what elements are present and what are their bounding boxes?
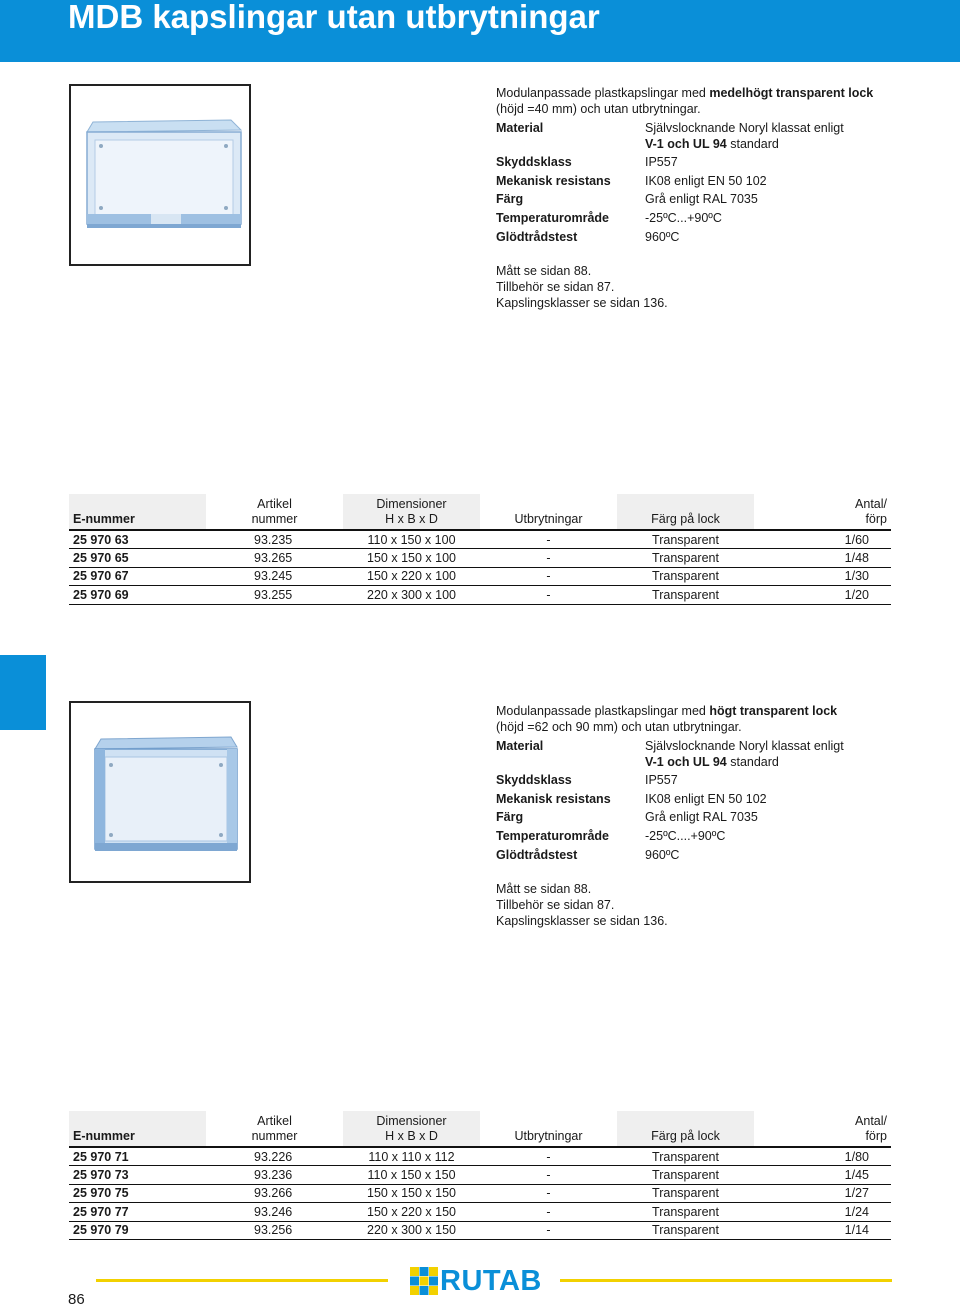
spec-farg <box>496 191 916 207</box>
spec-value-tail: standard <box>726 136 779 151</box>
intro-lead: Modulanpassade plastkapslingar med <box>496 704 710 718</box>
cell-artikel: 93.226 <box>206 1147 343 1166</box>
col-artikel <box>206 494 343 530</box>
page-header <box>0 0 960 62</box>
page-references <box>496 263 916 311</box>
intro-tail: (höjd =40 mm) och utan utbrytningar. <box>496 102 701 116</box>
table-row <box>69 1147 891 1166</box>
product-table-1 <box>69 494 891 605</box>
footer-rule-left <box>96 1279 388 1282</box>
cell-antal: 1/30 <box>754 567 891 586</box>
spec-value-bold: V-1 och UL 94 <box>645 754 727 769</box>
spec-value: -25ºC...+90ºC <box>645 210 722 225</box>
footer-rule-right <box>560 1279 892 1282</box>
cell-dimension: 150 x 150 x 150 <box>343 1184 480 1203</box>
table-row <box>69 1166 891 1185</box>
cell-enummer: 25 970 79 <box>69 1221 206 1240</box>
cell-utbrytningar: - <box>480 567 617 586</box>
cell-artikel: 93.265 <box>206 549 343 568</box>
table-row <box>69 1203 891 1222</box>
col-utbrytningar: Utbrytningar <box>514 512 583 526</box>
ref-tillbehor: Tillbehör se sidan 87. <box>496 897 615 912</box>
cell-utbrytningar: - <box>480 586 617 605</box>
ref-matt: Mått se sidan 88. <box>496 263 592 278</box>
cell-artikel: 93.255 <box>206 586 343 605</box>
rutab-logo <box>410 1266 550 1296</box>
cell-antal: 1/80 <box>754 1147 891 1166</box>
cell-dimension: 220 x 300 x 100 <box>343 586 480 605</box>
spec-label: Skyddsklass <box>496 155 572 170</box>
cell-enummer: 25 970 73 <box>69 1166 206 1185</box>
rutab-logo-text: RUTAB <box>440 1265 542 1297</box>
cell-dimension: 150 x 220 x 150 <box>343 1203 480 1222</box>
col-antal-line1: Antal/ <box>855 497 887 511</box>
col-antal-line2: förp <box>865 1129 887 1143</box>
cell-antal: 1/45 <box>754 1166 891 1185</box>
cell-dimension: 150 x 150 x 100 <box>343 549 480 568</box>
cell-artikel: 93.235 <box>206 530 343 549</box>
cell-artikel: 93.246 <box>206 1203 343 1222</box>
product-photo-enclosure-high-lid <box>69 701 251 883</box>
spec-value: IP557 <box>645 773 678 788</box>
cell-antal: 1/24 <box>754 1203 891 1222</box>
spec-value-bold: V-1 och UL 94 <box>645 136 727 151</box>
cell-enummer: 25 970 65 <box>69 549 206 568</box>
cell-farg: Transparent <box>617 530 754 549</box>
cell-utbrytningar: - <box>480 1147 617 1166</box>
col-dim-line1: Dimensioner <box>376 1114 447 1128</box>
cell-antal: 1/48 <box>754 549 891 568</box>
col-dim-line2: H x B x D <box>385 512 438 526</box>
col-artikel-line2: nummer <box>251 1129 298 1143</box>
col-antal-line2: förp <box>865 512 887 526</box>
cell-dimension: 110 x 110 x 112 <box>343 1147 480 1166</box>
cell-utbrytningar: - <box>480 1166 617 1185</box>
spec-value <box>645 120 916 152</box>
cell-enummer: 25 970 67 <box>69 567 206 586</box>
spec-temperatur <box>496 210 916 226</box>
spec-value-line: Självslocknande Noryl klassat enligt <box>645 738 844 753</box>
spec-label: Temperaturområde <box>496 828 609 843</box>
cell-farg: Transparent <box>617 1221 754 1240</box>
spec-label: Mekanisk resistans <box>496 791 611 806</box>
table-row <box>69 586 891 605</box>
table-header-row <box>69 494 891 530</box>
spec-skyddsklass <box>496 154 916 170</box>
table-row <box>69 530 891 549</box>
cell-dimension: 110 x 150 x 100 <box>343 530 480 549</box>
intro-tail: (höjd =62 och 90 mm) och utan utbrytningar. <box>496 720 742 734</box>
cell-dimension: 110 x 150 x 150 <box>343 1166 480 1185</box>
table-header-row <box>69 1111 891 1147</box>
page-title: MDB kapslingar utan utbrytningar <box>68 0 600 35</box>
spec-label: Skyddsklass <box>496 773 572 788</box>
cell-utbrytningar: - <box>480 549 617 568</box>
intro-bold: högt transparent lock <box>709 704 838 718</box>
cell-utbrytningar: - <box>480 1203 617 1222</box>
cell-farg: Transparent <box>617 1184 754 1203</box>
ref-kapslingsklasser: Kapslingsklasser se sidan 136. <box>496 295 668 310</box>
cell-farg: Transparent <box>617 1166 754 1185</box>
cell-farg: Transparent <box>617 1147 754 1166</box>
cell-enummer: 25 970 71 <box>69 1147 206 1166</box>
spec-value: Grå enligt RAL 7035 <box>645 192 758 207</box>
cell-antal: 1/60 <box>754 530 891 549</box>
spec-label: Glödtrådstest <box>496 229 578 244</box>
cell-farg: Transparent <box>617 1203 754 1222</box>
spec-mekanisk <box>496 791 916 807</box>
col-dimensioner <box>343 1111 480 1147</box>
cell-antal: 1/20 <box>754 586 891 605</box>
spec-value: 960ºC <box>645 229 680 244</box>
col-artikel-line2: nummer <box>251 512 298 526</box>
cell-utbrytningar: - <box>480 1221 617 1240</box>
table-row <box>69 1221 891 1240</box>
cell-utbrytningar: - <box>480 530 617 549</box>
spec-value-line: Självslocknande Noryl klassat enligt <box>645 120 844 135</box>
col-antal-line1: Antal/ <box>855 1114 887 1128</box>
cell-dimension: 150 x 220 x 100 <box>343 567 480 586</box>
col-enummer: E-nummer <box>69 1111 206 1147</box>
col-artikel <box>206 1111 343 1147</box>
col-artikel-line1: Artikel <box>257 1114 292 1128</box>
cell-artikel: 93.266 <box>206 1184 343 1203</box>
col-enummer: E-nummer <box>69 494 206 530</box>
cell-enummer: 25 970 77 <box>69 1203 206 1222</box>
intro-text <box>496 85 916 117</box>
spec-label: Mekanisk resistans <box>496 173 611 188</box>
table-row <box>69 567 891 586</box>
cell-antal: 1/27 <box>754 1184 891 1203</box>
cell-antal: 1/14 <box>754 1221 891 1240</box>
page-number: 86 <box>68 1291 85 1308</box>
spec-value: IK08 enligt EN 50 102 <box>645 173 767 188</box>
col-dim-line2: H x B x D <box>385 1129 438 1143</box>
spec-mekanisk <box>496 173 916 189</box>
cell-artikel: 93.245 <box>206 567 343 586</box>
cell-enummer: 25 970 63 <box>69 530 206 549</box>
product-photo-enclosure-medium-lid <box>69 84 251 266</box>
table-row <box>69 549 891 568</box>
product-description-1 <box>496 85 916 311</box>
spec-label: Material <box>496 738 544 753</box>
ref-matt: Mått se sidan 88. <box>496 881 592 896</box>
spec-label: Material <box>496 120 544 135</box>
ref-tillbehor: Tillbehör se sidan 87. <box>496 279 615 294</box>
page-references <box>496 881 916 929</box>
cell-artikel: 93.256 <box>206 1221 343 1240</box>
spec-label: Färg <box>496 810 524 825</box>
cell-utbrytningar: - <box>480 1184 617 1203</box>
col-antal <box>754 1111 891 1147</box>
spec-farg <box>496 809 916 825</box>
col-farg-pa-lock: Färg på lock <box>617 494 754 530</box>
ref-kapslingsklasser: Kapslingsklasser se sidan 136. <box>496 913 668 928</box>
intro-lead: Modulanpassade plastkapslingar med <box>496 86 710 100</box>
spec-value: Grå enligt RAL 7035 <box>645 810 758 825</box>
spec-glodtrad <box>496 229 916 245</box>
spec-value <box>645 738 916 770</box>
col-farg-pa-lock: Färg på lock <box>617 1111 754 1147</box>
cell-enummer: 25 970 75 <box>69 1184 206 1203</box>
spec-value: IK08 enligt EN 50 102 <box>645 791 767 806</box>
cell-farg: Transparent <box>617 567 754 586</box>
spec-value: 960ºC <box>645 847 680 862</box>
cell-enummer: 25 970 69 <box>69 586 206 605</box>
intro-text <box>496 703 916 735</box>
side-tab-marker <box>0 655 46 730</box>
cell-farg: Transparent <box>617 586 754 605</box>
col-dim-line1: Dimensioner <box>376 497 447 511</box>
spec-value: IP557 <box>645 155 678 170</box>
spec-material <box>496 120 916 152</box>
spec-material <box>496 738 916 770</box>
col-dimensioner <box>343 494 480 530</box>
spec-skyddsklass <box>496 772 916 788</box>
spec-temperatur <box>496 828 916 844</box>
spec-value-tail: standard <box>726 754 779 769</box>
rutab-logo-icon <box>410 1267 438 1295</box>
spec-label: Temperaturområde <box>496 210 609 225</box>
col-antal <box>754 494 891 530</box>
spec-value: -25ºC....+90ºC <box>645 828 726 843</box>
col-artikel-line1: Artikel <box>257 497 292 511</box>
spec-glodtrad <box>496 847 916 863</box>
col-utbrytningar: Utbrytningar <box>514 1129 583 1143</box>
intro-bold: medelhögt transparent lock <box>709 86 874 100</box>
spec-label: Färg <box>496 192 524 207</box>
product-table-2 <box>69 1111 891 1240</box>
product-description-2 <box>496 703 916 929</box>
cell-dimension: 220 x 300 x 150 <box>343 1221 480 1240</box>
spec-label: Glödtrådstest <box>496 847 578 862</box>
cell-artikel: 93.236 <box>206 1166 343 1185</box>
cell-farg: Transparent <box>617 549 754 568</box>
table-row <box>69 1184 891 1203</box>
